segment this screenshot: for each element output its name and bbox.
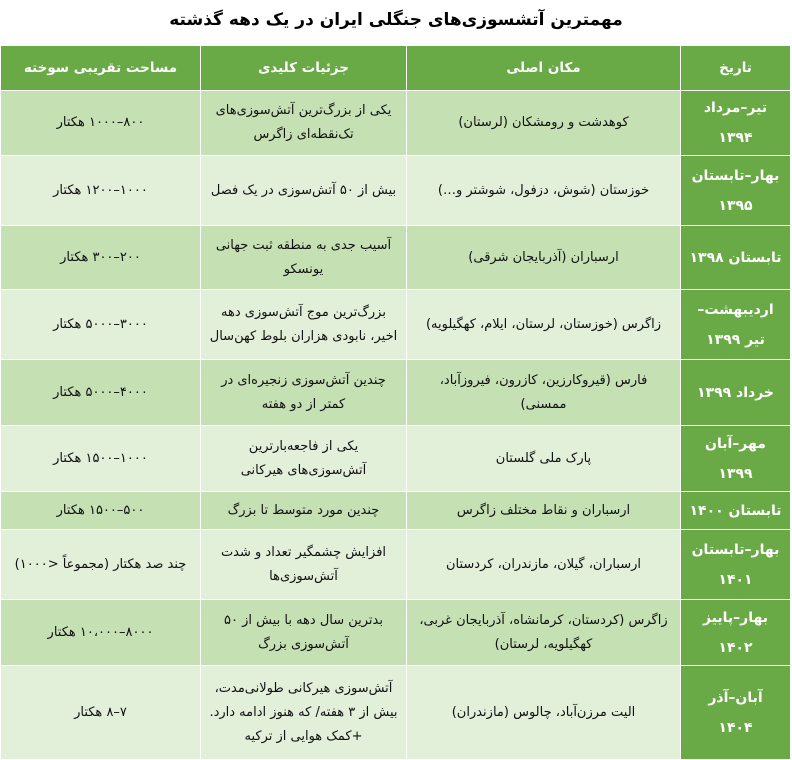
cell-area: ۷–۸ هکتار (1, 666, 201, 760)
cell-details: آتش‌سوزی هیرکانی طولانی‌مدت، بیش از ۳ هفته/ که هنوز ادامه دارد. +کمک هوایی از ترکیه (201, 666, 407, 760)
table-row (1, 360, 791, 426)
cell-details: آسیب جدی به منطقه ثبت جهانی یونسکو (201, 226, 407, 290)
cell-details: یکی از بزرگ‌ترین آتش‌سوزی‌های تک‌نقطه‌ای زاگرس (201, 91, 407, 156)
cell-date: آبان–آذر ۱۴۰۴ (681, 666, 791, 760)
cell-area: ۱۰۰۰–۱۵۰۰ هکتار (1, 426, 201, 492)
table-row (1, 492, 791, 530)
table-row (1, 666, 791, 760)
table-row (1, 600, 791, 666)
cell-date: بهار–تابستان ۱۳۹۵ (681, 156, 791, 226)
cell-area: ۸۰۰–۱۰۰۰ هکتار (1, 91, 201, 156)
table-row (1, 91, 791, 156)
cell-date: مهر–آبان ۱۳۹۹ (681, 426, 791, 492)
cell-location: پارک ملی گلستان (407, 426, 681, 492)
header-date: تاریخ (681, 46, 791, 91)
cell-area: ۱۰۰۰–۱۲۰۰ هکتار (1, 156, 201, 226)
cell-location: زاگرس (کردستان، کرمانشاه، آذربایجان غربی، کهگیلویه، لرستان) (407, 600, 681, 666)
cell-details: بیش از ۵۰ آتش‌سوزی در یک فصل (201, 156, 407, 226)
cell-date: تابستان ۱۳۹۸ (681, 226, 791, 290)
cell-details: چندین آتش‌سوزی زنجیره‌ای در کمتر از دو هفته (201, 360, 407, 426)
cell-location: ارسباران (آذربایجان شرقی) (407, 226, 681, 290)
table-row (1, 290, 791, 360)
table-row (1, 226, 791, 290)
cell-date: اردیبهشت–تیر ۱۳۹۹ (681, 290, 791, 360)
cell-area: ۸۰۰۰–۱۰،۰۰۰ هکتار (1, 600, 201, 666)
cell-location: فارس (قیروکارزین، کازرون، فیروزآباد، ممسنی) (407, 360, 681, 426)
cell-date: بهار–پاییز ۱۴۰۲ (681, 600, 791, 666)
table-header-row (1, 46, 791, 91)
wildfires-table (0, 45, 791, 760)
header-details: جزئیات کلیدی (201, 46, 407, 91)
table-row (1, 156, 791, 226)
cell-location: خوزستان (شوش، دزفول، شوشتر و…) (407, 156, 681, 226)
page-title: مهمترین آتشسوزی‌های جنگلی ایران در یک دهه گذشته (169, 10, 623, 30)
cell-area: چند صد هکتار (مجموعاً <۱۰۰۰) (1, 530, 201, 600)
cell-location: الیت مرزن‌آباد، چالوس (مازندران) (407, 666, 681, 760)
header-area: مساحت تقریبی سوخته (1, 46, 201, 91)
cell-location: کوهدشت و رومشکان (لرستان) (407, 91, 681, 156)
cell-date: تیر–مرداد ۱۳۹۴ (681, 91, 791, 156)
cell-details: افزایش چشمگیر تعداد و شدت آتش‌سوزی‌ها (201, 530, 407, 600)
cell-details: یکی از فاجعه‌بارترین آتش‌سوزی‌های هیرکانی (201, 426, 407, 492)
cell-location: ارسباران و نقاط مختلف زاگرس (407, 492, 681, 530)
cell-location: ارسباران، گیلان، مازندران، کردستان (407, 530, 681, 600)
cell-details: چندین مورد متوسط تا بزرگ (201, 492, 407, 530)
cell-details: بزرگ‌ترین موج آتش‌سوزی دهه اخیر، نابودی هزاران بلوط کهن‌سال (201, 290, 407, 360)
cell-area: ۲۰۰–۳۰۰ هکتار (1, 226, 201, 290)
table-row (1, 530, 791, 600)
cell-area: ۵۰۰–۱۵۰۰ هکتار (1, 492, 201, 530)
cell-area: ۴۰۰۰–۵۰۰۰ هکتار (1, 360, 201, 426)
cell-details: بدترین سال دهه با بیش از ۵۰ آتش‌سوزی بزرگ (201, 600, 407, 666)
cell-date: تابستان ۱۴۰۰ (681, 492, 791, 530)
cell-area: ۳۰۰۰–۵۰۰۰ هکتار (1, 290, 201, 360)
table-row (1, 426, 791, 492)
header-location: مکان اصلی (407, 46, 681, 91)
cell-location: زاگرس (خوزستان، لرستان، ایلام، کهگیلویه) (407, 290, 681, 360)
cell-date: خرداد ۱۳۹۹ (681, 360, 791, 426)
cell-date: بهار–تابستان ۱۴۰۱ (681, 530, 791, 600)
